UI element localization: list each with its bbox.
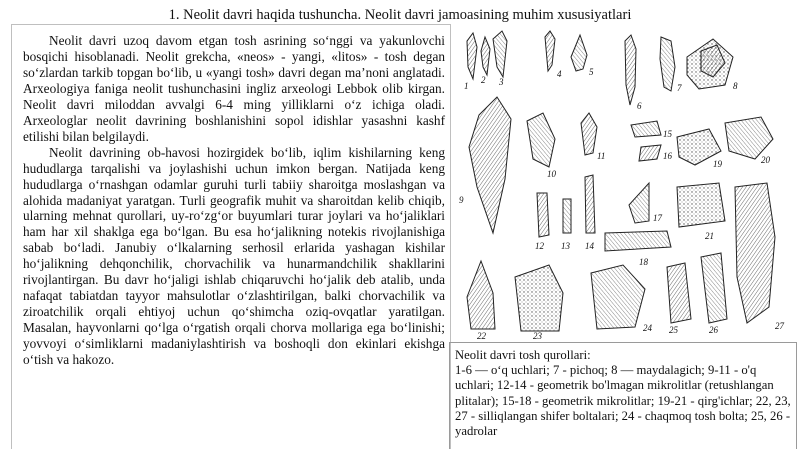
tool-3 [493, 31, 507, 77]
figure-number-7: 7 [677, 83, 682, 93]
figure-number-13: 13 [561, 241, 570, 251]
tool-13 [563, 199, 571, 233]
paragraph-intro: Neolit davri uzoq davom etgan tosh asrining so‘nggi va yakunlovchi bosqichi hisoblanadi. Neolit grekcha, «neos» - yangi, «litos» - tosh degan so‘zlardan tarkib topgan bo‘lib, u «yangi tosh» davri degan ma’noni anglatadi. Arxeologiya faniga neolit tushunchasini ingliz arxeologi Lebbok olib kirgan. Neolit davri miloddan avvalgi 6-4 ming yilliklarni o‘z ichiga oladi. Arxeologlar neolit davrining boshlanishini sopol idishlar yasashni kashf etilishi bilan belgilaydi. [23, 33, 445, 144]
figure-number-17: 17 [653, 213, 662, 223]
tool-2 [481, 37, 490, 75]
tool-25 [667, 263, 691, 323]
tool-4 [545, 31, 555, 71]
figure-number-6: 6 [637, 101, 642, 111]
figure-caption-frame [449, 342, 797, 449]
tool-24 [591, 265, 645, 329]
figure-number-1: 1 [464, 81, 469, 91]
tool-14 [585, 175, 595, 233]
tool-7 [660, 37, 675, 91]
tool-6 [625, 35, 636, 105]
tool-20 [725, 117, 773, 159]
tool-15 [631, 121, 661, 137]
figure-number-19: 19 [713, 159, 722, 169]
tool-26 [701, 253, 727, 323]
figure-number-14: 14 [585, 241, 594, 251]
tool-27 [735, 183, 775, 323]
tool-22 [467, 261, 495, 329]
figure-number-12: 12 [535, 241, 544, 251]
slide-title: 1. Neolit davri haqida tushuncha. Neolit davri jamoasining muhim xususiyatlari [168, 7, 632, 23]
tool-16 [639, 145, 661, 161]
tool-23 [515, 265, 563, 331]
figure-number-27: 27 [775, 321, 784, 331]
body-text-frame [11, 24, 451, 449]
tool-11 [581, 113, 597, 155]
figure-number-24: 24 [643, 323, 652, 333]
figure-number-15: 15 [663, 129, 672, 139]
tool-21 [677, 183, 725, 227]
figure-number-22: 22 [477, 331, 486, 341]
figure-number-11: 11 [597, 151, 606, 161]
tool-9 [469, 97, 511, 233]
figure-number-5: 5 [589, 67, 594, 77]
figure-number-2: 2 [481, 75, 486, 85]
figure-number-16: 16 [663, 151, 672, 161]
tool-12 [537, 193, 549, 237]
figure-number-23: 23 [533, 331, 542, 341]
figure-number-8: 8 [733, 81, 738, 91]
figure-number-4: 4 [557, 69, 562, 79]
tool-10 [527, 113, 555, 167]
figure-number-20: 20 [761, 155, 770, 165]
figure-number-18: 18 [639, 257, 648, 267]
figure-number-10: 10 [547, 169, 556, 179]
tool-18 [605, 231, 671, 251]
tool-1 [467, 33, 477, 79]
paragraph-climate: Neolit davrining ob-havosi hozirgidek bo‘lib, iqlim kishilarning keng hududlarga tarqalishi va joylashishi uchun imkon bergan. Natijada keng hududlarga o‘rnashgan odamlar guruhi turli tabiiy sharoitga moslashgan va alohida madaniyat yaratgan. Turli geografik muhit va sharoitdan kelib chiqib, ularning mehnat qurollari, uy-ro‘zg‘or buyumlari turar joylari va ho‘jaliklari ham har xil shaklga ega bo‘lgan. Bu esa ho‘jalikning notekis rivojlanishiga sabab bo‘ladi. Janubiy o‘lkalarning serhosil erlarida yashagan kishilar ho‘jalikning dehqonchilik, chorvachilik va hunarmandchilik shakllarini rivojlantirgan. Bu davr ho‘jaligi ishlab chiqaruvchi ho‘jalik deb atalib, unda nafaqat tabiatdan tayyor mahsulotlar o‘zlashtirilgan, balki chorvachilik va ziroatchilik orqali ehtiyoj uchun qo‘shimcha oziq-ovqatlar yaratilgan. Masalan, hayvonlarni qo‘lga o‘rgatish orqali chorva mollariga ega bo‘linishi; yovvoyi o‘simliklarni madaniylashtirish va boshoqli don ekinlari ekishga o‘tish va hakozo. [23, 144, 445, 368]
tool-5 [571, 35, 587, 71]
figure-caption: Neolit davri tosh qurollari: 1-6 — o‘q uchlari; 7 - pichoq; 8 — maydalagich; 9-11 - o'q uchlari; 12-14 - geometrik bo'lmagan mikrolitlar (retushlangan plitalar); 15-18 - geometrik mikrolitlar; 19-21 - qirg'ichlar; 22, 23, 27 - silliqlangan shifer boltalari; 24 - chaqmoq tosh bolta; 25, 26 - yadrolar [455, 348, 791, 439]
figure-number-25: 25 [669, 325, 678, 335]
figure-number-26: 26 [709, 325, 718, 335]
stone-tools-figure [455, 27, 793, 342]
figure-number-9: 9 [459, 195, 464, 205]
tool-17 [629, 183, 649, 223]
stone-tools-drawing [455, 27, 793, 342]
figure-number-21: 21 [705, 231, 714, 241]
figure-number-3: 3 [499, 77, 504, 87]
